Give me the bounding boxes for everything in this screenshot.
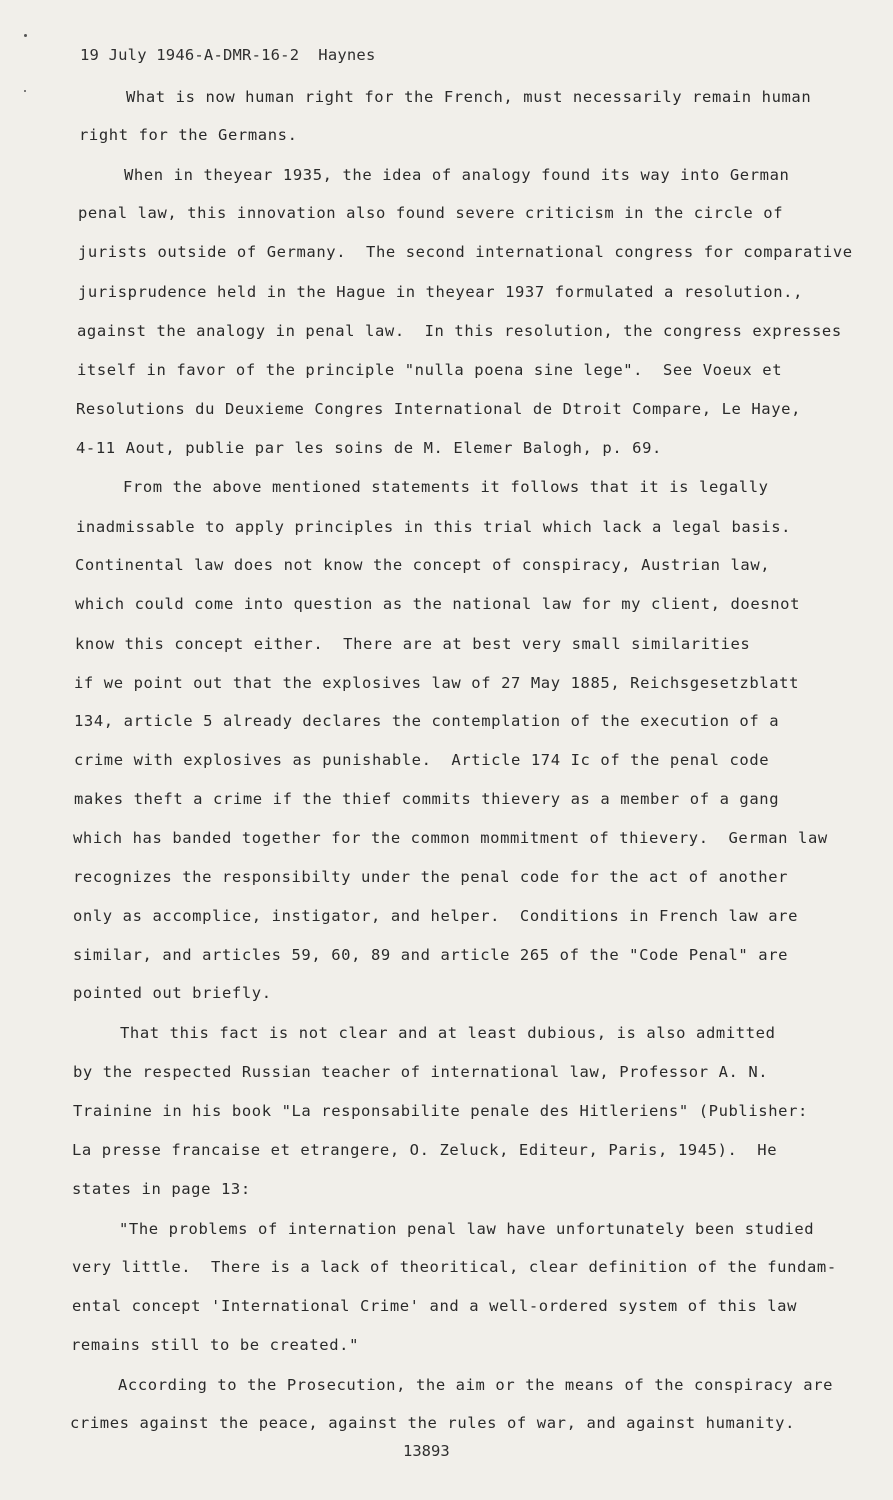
text-line: makes theft a crime if the thief commits thievery as a member of a gang — [74, 790, 780, 808]
text-line: crime with explosives as punishable. Article 174 Ic of the penal code — [74, 751, 770, 769]
text-line: According to the Prosecution, the aim or the means of the conspiracy are — [118, 1376, 834, 1394]
text-line: itself in favor of the principle "nulla poena sine lege". See Voeux et — [77, 361, 783, 379]
page-number: 13893 — [403, 1442, 450, 1460]
text-line: know this concept either. There are at best very small similarities — [75, 635, 751, 653]
text-line: which could come into question as the national law for my client, doesnot — [75, 595, 801, 613]
text-line: "The problems of internation penal law have unfortunately been studied — [119, 1220, 815, 1238]
text-line: 4-11 Aout, publie par les soins de M. Elemer Balogh, p. 69. — [76, 439, 662, 457]
paper-speck — [24, 34, 27, 37]
text-line: against the analogy in penal law. In this resolution, the congress expresses — [77, 322, 842, 340]
text-line: pointed out briefly. — [73, 984, 272, 1002]
text-line: jurists outside of Germany. The second international congress for comparative — [78, 243, 853, 261]
text-line: That this fact is not clear and at least dubious, is also admitted — [120, 1024, 776, 1042]
text-line: only as accomplice, instigator, and helper. Conditions in French law are — [73, 907, 799, 925]
text-line: From the above mentioned statements it follows that it is legally — [123, 478, 769, 496]
text-line: When in theyear 1935, the idea of analogy found its way into German — [124, 166, 790, 184]
text-line: if we point out that the explosives law of 27 May 1885, Reichsgesetzblatt — [74, 674, 800, 692]
text-line: Continental law does not know the concept of conspiracy, Austrian law, — [75, 556, 771, 574]
page-header: 19 July 1946-A-DMR-16-2 Haynes — [80, 46, 376, 64]
text-line: very little. There is a lack of theoritical, clear definition of the fundam- — [72, 1258, 837, 1276]
text-line: Trainine in his book "La responsabilite penale des Hitleriens" (Publisher: — [73, 1102, 808, 1120]
text-line: La presse francaise et etrangere, O. Zeluck, Editeur, Paris, 1945). He — [72, 1141, 778, 1159]
text-line: ental concept 'International Crime' and a well-ordered system of this law — [72, 1297, 798, 1315]
text-line: right for the Germans. — [79, 126, 298, 144]
text-line: which has banded together for the common mommitment of thievery. German law — [73, 829, 828, 847]
text-line: What is now human right for the French, must necessarily remain human — [126, 88, 812, 106]
text-line: penal law, this innovation also found severe criticism in the circle of — [78, 204, 784, 222]
paper-speck — [24, 90, 26, 92]
text-line: similar, and articles 59, 60, 89 and article 265 of the "Code Penal" are — [73, 946, 789, 964]
text-line: 134, article 5 already declares the contemplation of the execution of a — [74, 712, 780, 730]
text-line: recognizes the responsibilty under the penal code for the act of another — [73, 868, 789, 886]
text-line: Resolutions du Deuxieme Congres International de Dtroit Compare, Le Haye, — [76, 400, 802, 418]
text-line: jurisprudence held in the Hague in theyear 1937 formulated a resolution., — [78, 283, 804, 301]
text-line: crimes against the peace, against the rules of war, and against humanity. — [70, 1414, 796, 1432]
text-line: by the respected Russian teacher of international law, Professor A. N. — [73, 1063, 769, 1081]
text-line: states in page 13: — [72, 1180, 251, 1198]
text-line: remains still to be created." — [71, 1336, 360, 1354]
text-line: inadmissable to apply principles in this trial which lack a legal basis. — [76, 518, 792, 536]
